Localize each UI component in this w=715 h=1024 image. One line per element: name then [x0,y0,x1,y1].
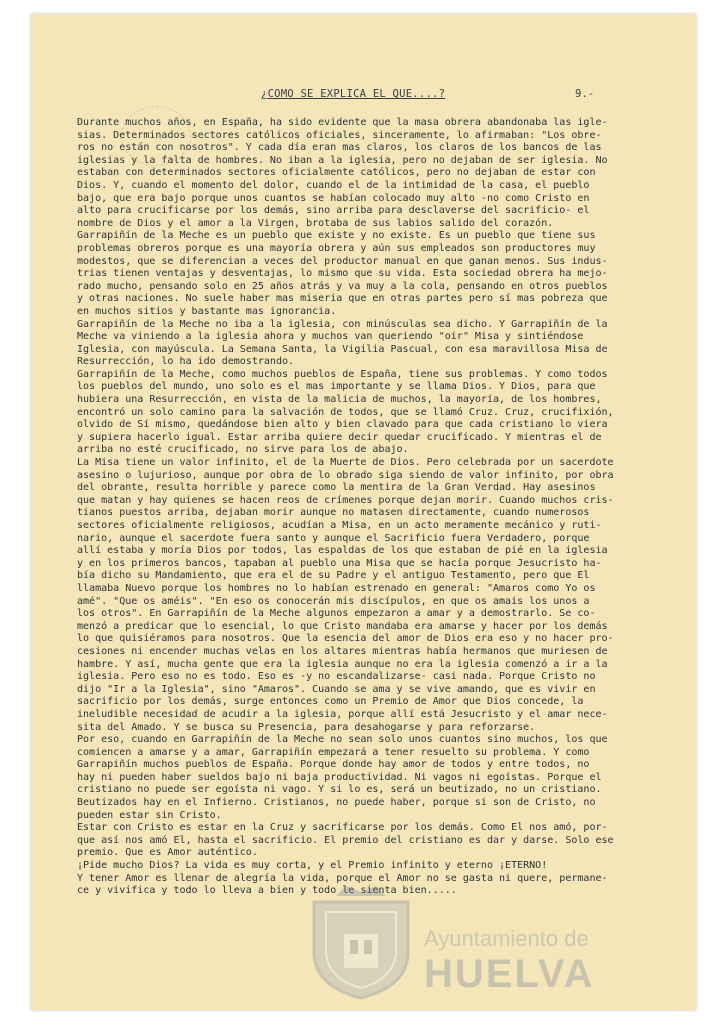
text-line: comiencen a amarse y a amar, Garrapiñín empezará a tener resuelto su problema. Y como [77,746,590,758]
text-line: sacrificio por los demás, surge entonces como un Premio de Amor que Dios concede, la [77,696,584,708]
text-line: Durante muchos años, en España, ha sido evidente que la masa obrera abandonaba las igle- [77,117,608,128]
page-header [31,88,696,108]
text-line: Estar con Cristo es estar en la Cruz y sacrificarse por los demás. Como El nos amó, por- [77,822,608,834]
coat-of-arms-icon [306,882,416,1000]
text-line: premio. Que es Amor auténtico. [77,847,258,859]
text-line: ineludible necesidad de acudir a la iglesia, porque allí está Jesucristo y el amar nece- [77,708,608,720]
text-line: Meche va viniendo a la iglesia ahora y muchos van queriendo "oir" Misa y sintiéndose [77,331,584,343]
text-line: nombre de Dios y el amor a la Virgen, brotaba de sus labios salido del corazón. [77,217,554,229]
text-line: que así nos amó El, hasta el sacrificio. El premio del cristiano es dar y darse. Solo ese [77,834,614,846]
text-line: cesiones ni encender muchas velas en los altares mientras había hermanos que muriesen de [77,645,608,657]
text-line: La Misa tiene un valor infinito, el de la Muerte de Dios. Pero celebrada por un sacerdote [77,457,614,469]
text-line: cristiano no puede ser egoísta ni vago. Y si lo es, será un beutizado, no un cristiano. [77,784,602,796]
text-line: dijo "Ir a la Iglesia", sino "Amaros". Cuando se ama y se vive amando, que es vivir en [77,683,596,695]
text-line: y otras naciones. No suele haber mas miseria que en otras partes pero sí mas pobreza que [77,293,608,305]
text-line: ce y vivifica y todo lo lleva a bien y todo le sienta bien..... [77,885,457,897]
text-line: menzó a predicar que lo esencial, lo que Cristo mandaba era amarse y hacer por los demás [77,620,608,632]
text-line: sias. Determinados sectores católicos oficiales, sinceramente, lo afirmaban: "Los obre- [77,129,602,141]
text-line: Iglesia, con mayúscula. La Semana Santa, la Vigilia Pascual, con esa maravillosa Misa de [77,343,608,355]
text-line: Garrapiñín de la Meche es un pueblo que existe y no existe. Es un pueblo que tiene sus [77,230,596,242]
text-line: amé". "Que os améis". "En eso os conocerán mis discípulos, en que os amais los unos a [77,595,590,607]
document-title: ¿COMO SE EXPLICA EL QUE....? [261,88,446,100]
text-line: asesino o lujurioso, aunque por obra de lo obrado siga siendo de valor infinito, por obra [77,469,614,481]
text-line: Resurrección, lo ha ido demostrando. [77,356,295,368]
text-line: sita del Amado. Y se busca su Presencia, para desahogarse y para reforzarse. [77,721,536,733]
document-page [31,14,696,1010]
text-line: rado mucho, pensando solo en 25 años atrás y va muy a la cola, pensando en otros pueblos [77,280,608,292]
text-line: encontró un solo camino para la salvación de todos, que se llamó Cruz. Cruz, crucifixión, [77,406,614,418]
text-line: y en los primeros bancos, tapaban al pueblo una Misa que se hacía porque Jesucristo ha- [77,557,602,569]
text-line: iglesia. Pero eso no es todo. Eso es -y no escandalizarse- casi nada. Porque Cristo no [77,671,596,683]
text-line: hubiera una Resurrección, en vista de la malicia de muchos, la mayoría, de los hombres, [77,394,602,406]
text-line: que matan y hay quienes se hacen reos de crímenes porque dejan morir. Cuando muchos cris- [77,494,614,506]
watermark [306,882,666,1002]
text-line: allí estaba y moría Dios por todos, las espaldas de los que estaban de pié en la iglesia [77,545,608,557]
watermark-line1: Ayuntamiento de [424,926,589,951]
text-line: ¡Pide mucho Dios? La vida es muy corta, y el Premio infinito y eterno ¡ETERNO! [77,860,548,872]
text-line: bía dicho su Mandamiento, que era el de su Padre y el antiguo Testamento, pero que El [77,570,590,582]
text-line: arriba no esté crucificado, no sirve para los de abajo. [77,444,409,456]
text-line: Garrapiñín muchos pueblos de España. Porque donde hay amor de todos y entre todos, no [77,759,590,771]
text-line: alto para crucificarse por los demás, sino arriba para desclaverse del sacrificio- el [77,205,590,217]
text-line: del obrante, resulta horrible y parece como la mentira de la Gran Verdad. Hay asesinos [77,482,596,494]
text-line: Garrapiñín de la Meche, como muchos pueblos de España, tiene sus problemas. Y como todos [77,368,608,380]
text-line: sectores oficialmente religiosos, acudían a Misa, en un acto meramente mecánico y ruti- [77,520,602,531]
text-line: hambre. Y así, mucha gente que era la iglesia aunque no era la iglesia comenzó a ir a la [77,658,608,670]
body-text [77,117,667,898]
text-line: los pueblos del mundo, uno solo es el mas importante y se llama Dios. Y Dios, para que [77,381,596,393]
text-line: nario, aunque el sacerdote fuera santo y aunque el Sacrificio fuera Verdadero, porque [77,532,590,544]
text-line: Por eso, cuando en Garrapiñín de la Meche no sean solo unos cuantos sino muchos, los que [77,734,608,746]
text-line: Beutizados hay en el Infierno. Cristianos, no puede haber, porque si son de Cristo, no [77,797,596,809]
text-line: lo que quisiéramos para nosotros. Que la esencia del amor de Dios era eso y no hacer pro- [77,633,614,645]
text-line: en muchos sitios y bastante mas ignorancia. [77,305,337,317]
text-line: hay ni pueden haber sueldos bajo ni baja productividad. Ni vagos ni egoístas. Porque el [77,771,602,783]
watermark-line2: HUELVA [424,952,595,996]
text-line: trias tienen ventajas y desventajas, lo mismo que su vida. Esta sociedad obrera ha mejo- [77,268,608,280]
text-line: problemas obreros porque es una mayoría obrera y aún sus empleados son productores muy [77,242,596,254]
text-line: bajo, que era bajo porque unos cuantos se habían colocado muy alto -no como Cristo en [77,192,590,204]
page-number: 9.- [575,88,595,100]
text-line: pueden estar sin Cristo. [77,809,222,821]
text-line: estaban con determinados sectores oficialmente católicos, pero no dejaban de estar con [77,167,596,179]
text-line: Dios. Y, cuando el momento del dolor, cuando el de la intimidad de la casa, el pueblo [77,179,590,191]
text-line: iglesias y la falta de hombres. No iban a la iglesia, pero no dejaban de ser iglesia. No [77,154,608,166]
text-line: los otros". En Garrapiñín de la Meche algunos empezaron a amar y a demostrarlo. Se co- [77,608,596,620]
text-line: llamaba Nuevo porque los hombres no lo habían estrenado en general: "Amaros como Yo os [77,582,596,594]
text-line: Y tener Amor es llenar de alegría la vida, porque el Amor no se gasta ni quere, permane- [77,872,608,884]
text-line: ros no están con nosotros". Y cada día eran mas claros, los claros de los bancos de las [77,142,602,154]
text-line: y supiera hacerlo igual. Estar arriba quiere decir quedar crucificado. Y mientras el de [77,431,602,443]
text-line: olvido de Sí mismo, quedándose bien alto y bien clavado para que cada cristiano lo viera [77,419,608,431]
text-line: tianos puestos arriba, dejaban morir aunque no matasen directamente, cuando numerosos [77,507,590,519]
text-line: modestos, que se diferencian a veces del productor manual en que ganan menos. Sus indus- [77,255,608,267]
text-line: Garrapiñín de la Meche no iba a la iglesia, con minúsculas sea dicho. Y Garrapiñín de la [77,318,608,330]
